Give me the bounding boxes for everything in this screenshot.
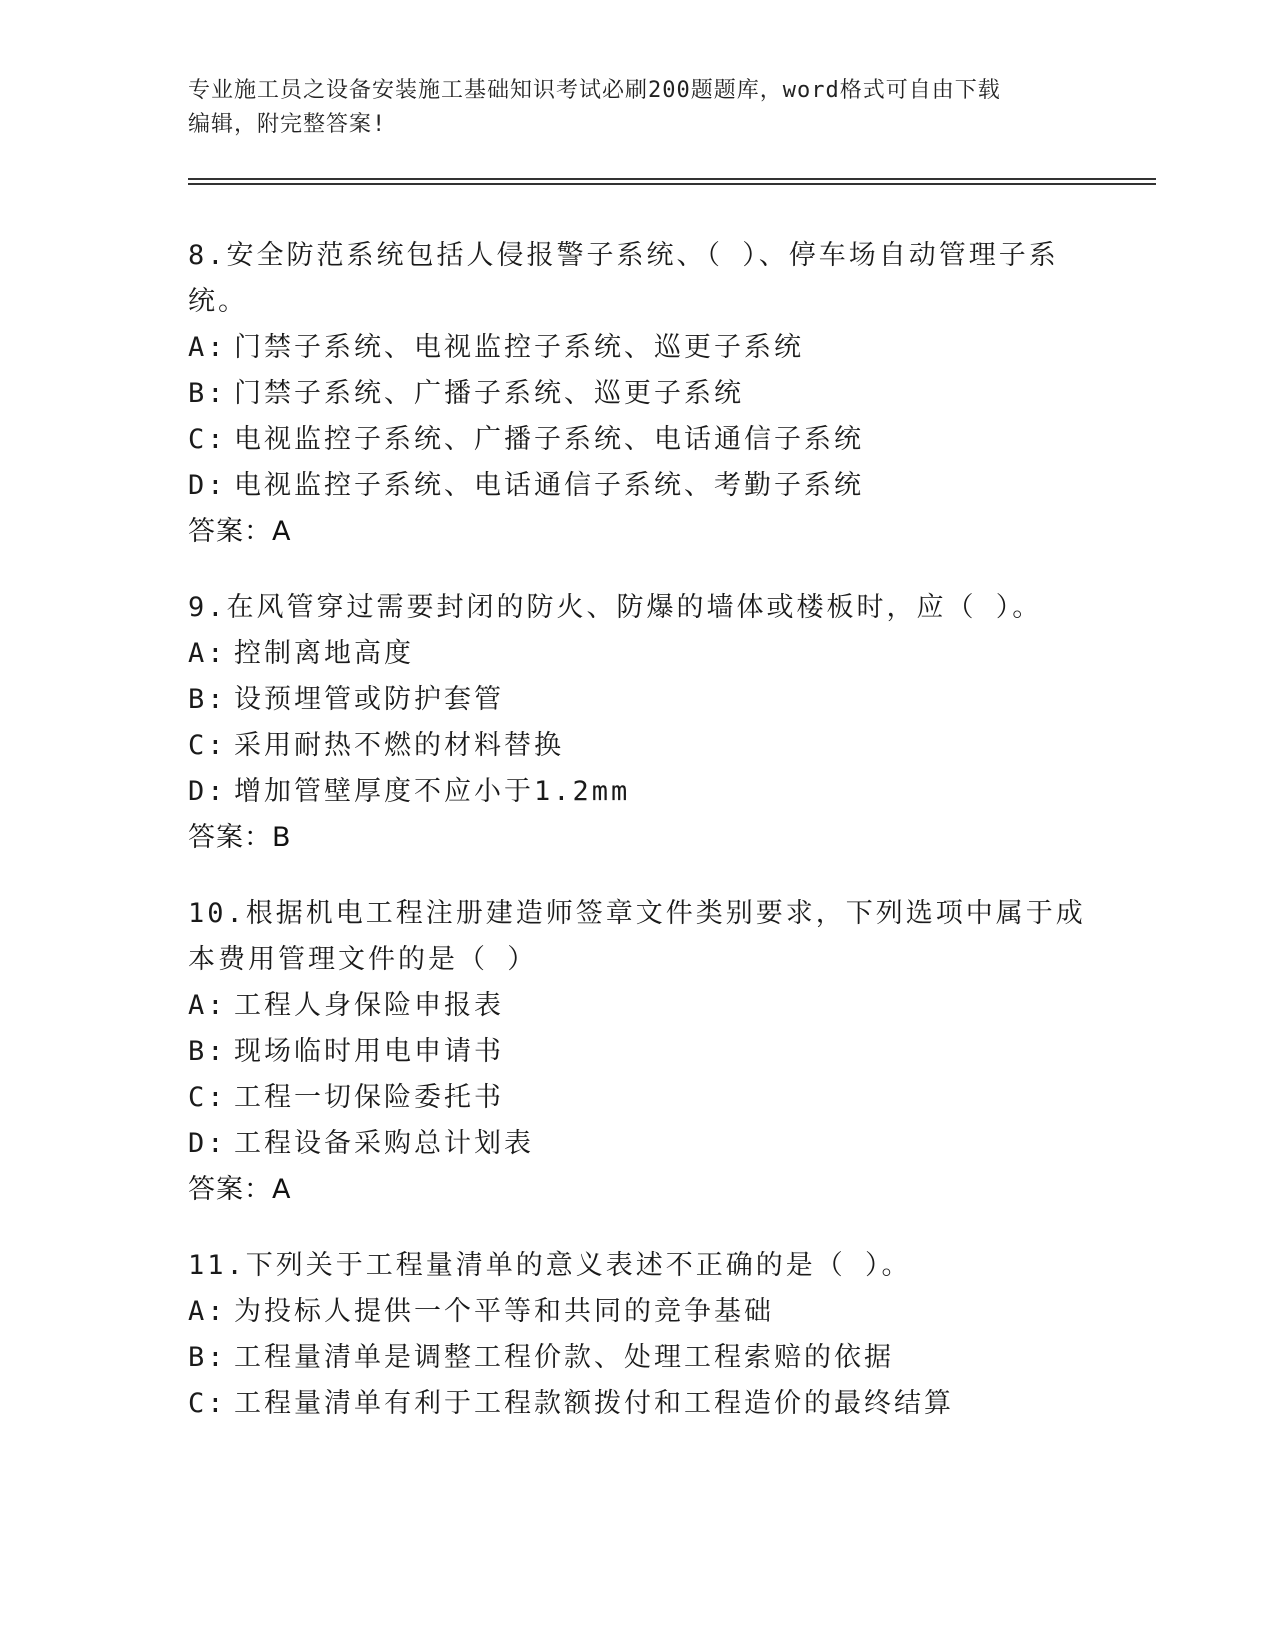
option-text: 工程设备采购总计划表 bbox=[234, 1128, 534, 1159]
option-text: 工程人身保险申报表 bbox=[234, 990, 504, 1021]
question-option bbox=[188, 325, 1088, 371]
question-option bbox=[188, 417, 1088, 463]
question-option bbox=[188, 631, 1088, 677]
question-item bbox=[188, 1243, 1088, 1427]
option-text: 工程量清单是调整工程价款、处理工程索赔的依据 bbox=[234, 1342, 894, 1373]
option-text: 为投标人提供一个平等和共同的竞争基础 bbox=[234, 1296, 774, 1327]
option-text: 电视监控子系统、电话通信子系统、考勤子系统 bbox=[234, 470, 864, 501]
question-answer: 答案：A bbox=[188, 1174, 292, 1205]
option-letter: C: bbox=[188, 730, 227, 761]
question-option bbox=[188, 1381, 1088, 1427]
option-letter: B: bbox=[188, 684, 227, 715]
option-letter: A: bbox=[188, 332, 227, 363]
option-text: 电视监控子系统、广播子系统、电话通信子系统 bbox=[234, 424, 864, 455]
option-text: 现场临时用电申请书 bbox=[234, 1036, 504, 1067]
document-header bbox=[188, 74, 1088, 142]
option-text: 采用耐热不燃的材料替换 bbox=[234, 730, 564, 761]
option-letter: A: bbox=[188, 638, 227, 669]
option-letter: C: bbox=[188, 1082, 227, 1113]
option-letter: B: bbox=[188, 378, 227, 409]
question-stem: 9.在风管穿过需要封闭的防火、防爆的墙体或楼板时，应（ ）。 bbox=[188, 592, 1043, 623]
option-text: 门禁子系统、电视监控子系统、巡更子系统 bbox=[234, 332, 804, 363]
question-list bbox=[188, 233, 1088, 1457]
question-stem: 8.安全防范系统包括人侵报警子系统、（ ）、停车场自动管理子系统。 bbox=[188, 240, 1059, 317]
question-stem: 11.下列关于工程量清单的意义表述不正确的是（ ）。 bbox=[188, 1250, 912, 1281]
option-letter: C: bbox=[188, 1388, 227, 1419]
question-option bbox=[188, 1289, 1088, 1335]
question-option bbox=[188, 1029, 1088, 1075]
option-letter: D: bbox=[188, 1128, 227, 1159]
question-item bbox=[188, 585, 1088, 861]
option-letter: A: bbox=[188, 990, 227, 1021]
question-option bbox=[188, 1335, 1088, 1381]
question-stem: 10.根据机电工程注册建造师签章文件类别要求，下列选项中属于成本费用管理文件的是（ ） bbox=[188, 898, 1086, 975]
option-letter: A: bbox=[188, 1296, 227, 1327]
question-item bbox=[188, 233, 1088, 555]
question-option bbox=[188, 677, 1088, 723]
header-line-2: 编辑，附完整答案! bbox=[188, 112, 387, 137]
option-letter: D: bbox=[188, 776, 227, 807]
option-text: 设预埋管或防护套管 bbox=[234, 684, 504, 715]
header-line-1: 专业施工员之设备安装施工基础知识考试必刷200题题库，word格式可自由下载 bbox=[188, 78, 1001, 103]
option-text: 工程一切保险委托书 bbox=[234, 1082, 504, 1113]
question-option bbox=[188, 1075, 1088, 1121]
header-divider-top bbox=[188, 178, 1156, 180]
question-option bbox=[188, 723, 1088, 769]
question-item bbox=[188, 891, 1088, 1213]
question-option bbox=[188, 769, 1088, 815]
question-option bbox=[188, 371, 1088, 417]
option-text: 增加管壁厚度不应小于1.2mm bbox=[234, 776, 631, 807]
question-option bbox=[188, 1121, 1088, 1167]
option-letter: C: bbox=[188, 424, 227, 455]
question-answer: 答案：B bbox=[188, 822, 292, 853]
question-option bbox=[188, 983, 1088, 1029]
option-letter: D: bbox=[188, 470, 227, 501]
option-text: 工程量清单有利于工程款额拨付和工程造价的最终结算 bbox=[234, 1388, 954, 1419]
option-letter: B: bbox=[188, 1036, 227, 1067]
question-option bbox=[188, 463, 1088, 509]
option-text: 门禁子系统、广播子系统、巡更子系统 bbox=[234, 378, 744, 409]
header-divider-bottom bbox=[188, 183, 1156, 185]
question-answer: 答案：A bbox=[188, 516, 292, 547]
option-letter: B: bbox=[188, 1342, 227, 1373]
option-text: 控制离地高度 bbox=[234, 638, 414, 669]
